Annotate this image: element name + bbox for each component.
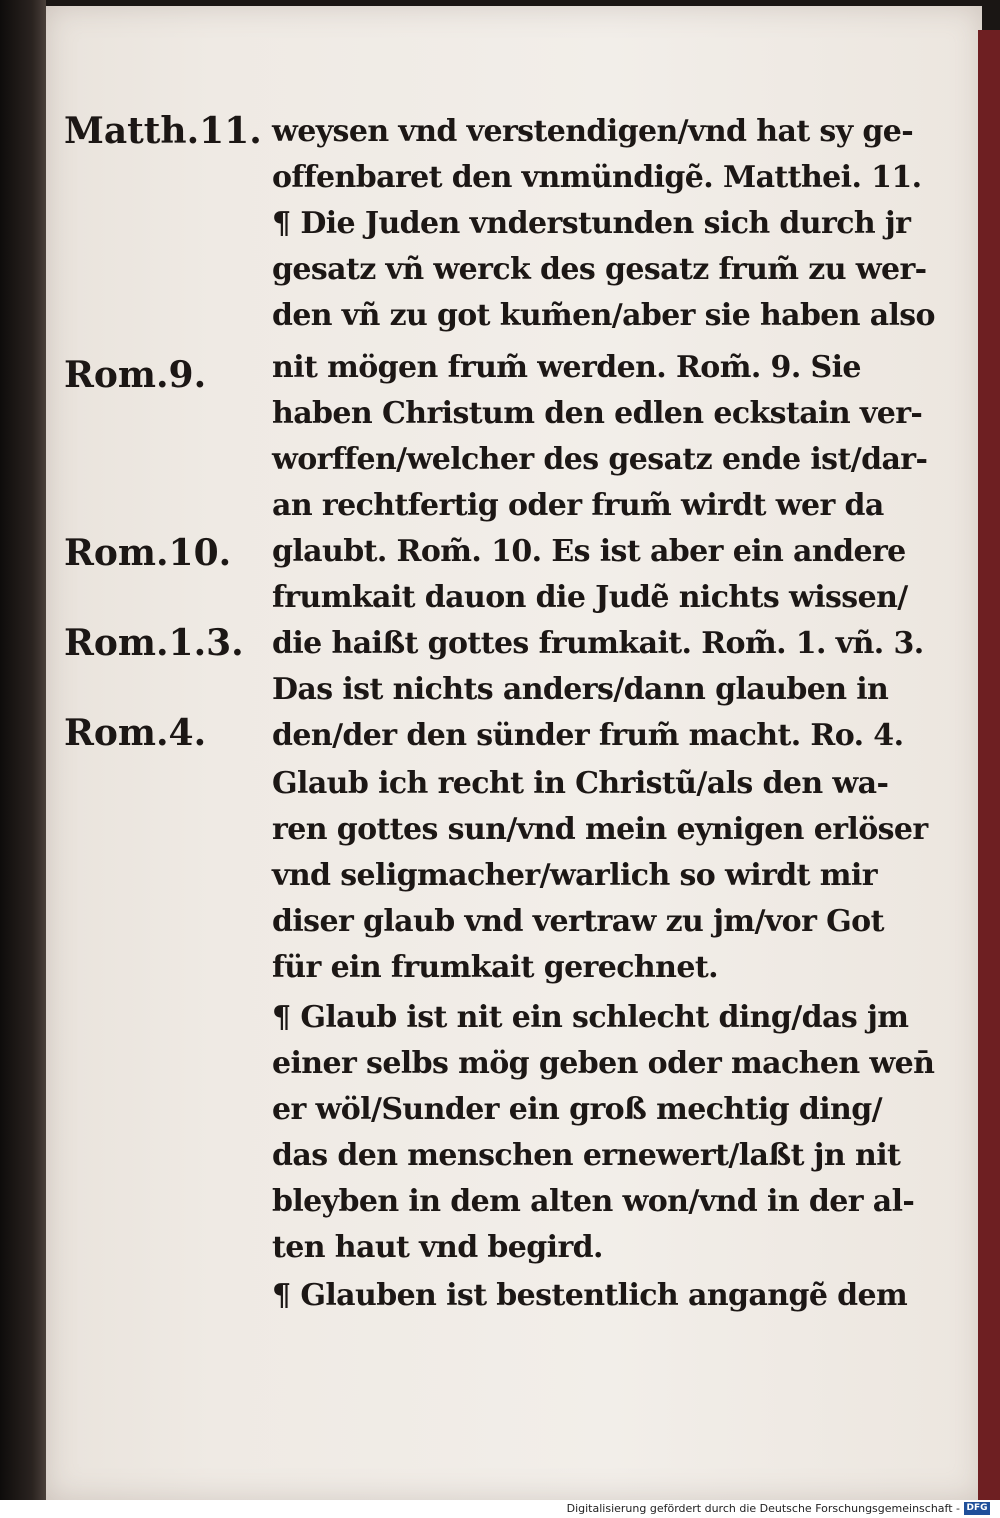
margin-note-romans-10: Rom.10. — [64, 532, 232, 574]
text-line: an rechtfertig oder frum̃ wirdt wer da — [272, 488, 884, 523]
text-line: nit mögen frum̃ werden. Rom̃. 9. Sie — [272, 350, 861, 385]
text-line: weysen vnd verstendigen/vnd hat sy ge- — [272, 114, 914, 149]
text-line: den vñ zu got kum̃en/aber sie haben also — [272, 298, 935, 333]
margin-note-romans-9: Rom.9. — [64, 354, 207, 396]
margin-note-romans-1-3: Rom.1.3. — [64, 622, 244, 664]
text-line: ¶ Glauben ist bestentlich angangẽ dem — [272, 1278, 908, 1313]
text-line: Das ist nichts anders/dann glauben in — [272, 672, 889, 707]
text-line: einer selbs mög geben oder machen wen̄ — [272, 1046, 935, 1081]
text-line: vnd seligmacher/warlich so wirdt mir — [272, 858, 877, 893]
book-gutter — [0, 0, 46, 1500]
text-line: gesatz vñ werck des gesatz frum̃ zu wer- — [272, 252, 927, 287]
text-line: diser glaub vnd vertraw zu jm/vor Got — [272, 904, 884, 939]
text-line: frumkait dauon die Judẽ nichts wissen/ — [272, 580, 908, 615]
text-line: offenbaret den vnmündigẽ. Matthei. 11. — [272, 160, 922, 195]
margin-note-romans-4: Rom.4. — [64, 712, 207, 754]
text-line: bleyben in dem alten won/vnd in der al- — [272, 1184, 915, 1219]
footer-bar — [0, 1500, 1000, 1518]
text-line: ¶ Glaub ist nit ein schlecht ding/das jm — [272, 1000, 909, 1035]
text-line: glaubt. Rom̃. 10. Es ist aber ein andere — [272, 534, 906, 569]
page-edge-right — [978, 30, 1000, 1500]
text-line: haben Christum den edlen eckstain ver- — [272, 396, 923, 431]
text-line: ren gottes sun/vnd mein eynigen erlöser — [272, 812, 928, 847]
text-line: er wöl/Sunder ein groß mechtig ding/ — [272, 1092, 882, 1127]
text-line: worffen/welcher des gesatz ende ist/dar- — [272, 442, 928, 477]
text-line: die haißt gottes frumkait. Rom̃. 1. vñ. 3. — [272, 626, 924, 661]
text-line: das den menschen ernewert/laßt jn nit — [272, 1138, 901, 1173]
text-line: ten haut vnd begird. — [272, 1230, 603, 1265]
text-line: für ein frumkait gerechnet. — [272, 950, 718, 985]
footer-credit: Digitalisierung gefördert durch die Deutsche Forschungsgemeinschaft - — [566, 1502, 960, 1515]
text-line: ¶ Die Juden vnderstunden sich durch jr — [272, 206, 911, 241]
text-line: den/der den sünder frum̃ macht. Ro. 4. — [272, 718, 904, 753]
margin-note-matthew: Matth.11. — [64, 110, 262, 152]
dfg-logo: DFG — [964, 1502, 990, 1515]
text-line: Glaub ich recht in Christũ/als den wa- — [272, 766, 889, 801]
